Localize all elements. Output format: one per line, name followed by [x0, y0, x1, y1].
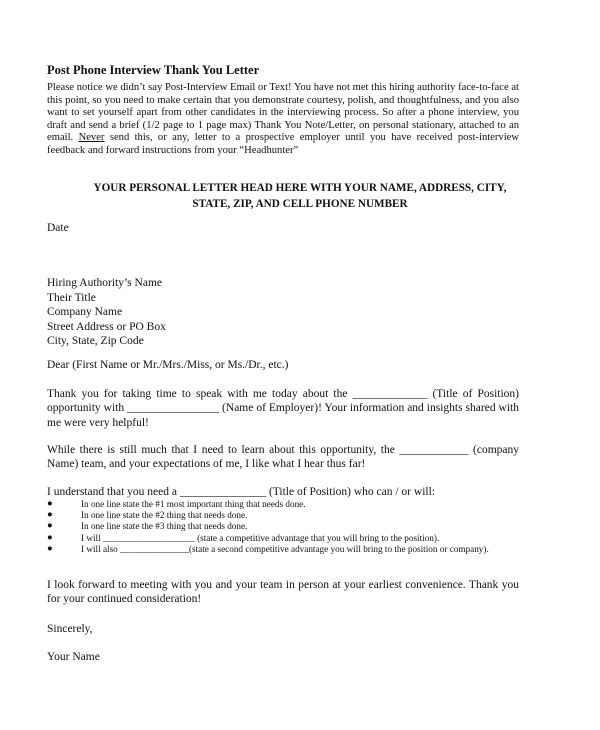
intro-never-emphasis: Never [78, 132, 105, 144]
letterhead-line-2: STATE, ZIP, AND CELL PHONE NUMBER [192, 198, 408, 210]
address-title: Their Title [47, 291, 96, 304]
document-title: Post Phone Interview Thank You Letter [47, 63, 260, 77]
letterhead-placeholder [46, 180, 554, 212]
bullet-icon: ● [47, 521, 53, 532]
address-company: Company Name [47, 306, 123, 319]
list-item [47, 499, 519, 510]
recipient-address [47, 276, 166, 349]
body-paragraph-2: While there is still much that I need to learn about this opportunity, the ____________ (company Name) team, and your expectations of me, I like what I hear thus far! [47, 444, 519, 471]
intro-paragraph [47, 82, 519, 158]
signature: Your Name [47, 651, 100, 663]
body-paragraph-3: I look forward to meeting with you and your team in person at your earliest convenience. Thank you for your continued consideration! [47, 579, 519, 606]
list-intro: I understand that you need a _______________ (Title of Position) who can / or will: [47, 486, 435, 498]
bullet-icon: ● [47, 499, 53, 509]
address-city: City, State, Zip Code [47, 335, 144, 348]
closing: Sincerely, [47, 623, 93, 635]
list-item [47, 533, 519, 544]
intro-text-part1: Please notice we didn’t say Post-Interview Email or Text! You have not met this hiring authority face-to-face at this point, so you need to make certain that you demonstrate courtesy, polish, and thoughtfulness, and you also want to set yourself apart from other candidates in the interviewing process. So after a phone interview, you draft and send a brief (1/2 page to 1 page max) Thank You Note/Letter, on personal stationary, attached to an email. [47, 82, 519, 144]
list-item-text: In one line state the #1 most important thing that needs done. [81, 499, 306, 509]
salutation: Dear (First Name or Mr./Mrs./Miss, or Ms./Dr., etc.) [47, 359, 289, 371]
list-item [47, 521, 519, 532]
address-street: Street Address or PO Box [47, 320, 166, 333]
list-item [47, 510, 519, 521]
list-item-text: I will also _______________(state a second competitive advantage you will bring to the position or company). [81, 543, 489, 554]
list-item-text: In one line state the #2 thing that needs done. [81, 510, 248, 521]
bullet-icon: ● [47, 543, 53, 554]
date-line: Date [47, 222, 69, 234]
intro-text-part2: send this, or any, letter to a prospective employer until you have received post-interview feedback and forward instructions from your “Headhunter” [47, 132, 520, 156]
bullet-icon: ● [47, 532, 53, 543]
list-item [47, 544, 519, 555]
address-name: Hiring Authority’s Name [47, 277, 162, 289]
list-item-text: I will ____________________ (state a competitive advantage that you will bring to the position). [81, 532, 440, 543]
letterhead-line-1: YOUR PERSONAL LETTER HEAD HERE WITH YOUR NAME, ADDRESS, CITY, [93, 182, 507, 194]
requirements-list [47, 499, 519, 555]
body-paragraph-1: Thank you for taking time to speak with me today about the _____________ (Title of Position) opportunity with ________________ (Name of Employer)! Your information and insights shared with me were very helpful! [47, 388, 519, 429]
list-item-text: In one line state the #3 thing that needs done. [81, 521, 248, 532]
bullet-icon: ● [47, 510, 53, 521]
